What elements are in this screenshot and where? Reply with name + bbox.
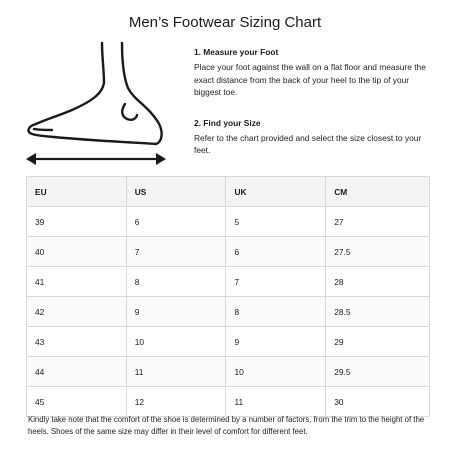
cell-us: 9 (126, 297, 226, 327)
double-arrow-icon (26, 152, 166, 166)
cell-us: 10 (126, 327, 226, 357)
cell-cm: 29 (326, 327, 430, 357)
table-row (27, 357, 430, 387)
cell-us: 7 (126, 237, 226, 267)
cell-uk: 11 (226, 387, 326, 417)
step-2-heading: 2. Find your Size (194, 117, 261, 128)
cell-eu: 39 (27, 207, 127, 237)
cell-cm: 30 (326, 387, 430, 417)
cell-uk: 6 (226, 237, 326, 267)
cell-eu: 40 (27, 237, 127, 267)
cell-cm: 28 (326, 267, 430, 297)
header-uk: UK (226, 177, 326, 207)
cell-us: 6 (126, 207, 226, 237)
instructions (194, 46, 438, 157)
cell-cm: 27.5 (326, 237, 430, 267)
foot-outline-icon (24, 42, 168, 168)
cell-uk: 9 (226, 327, 326, 357)
table-row (27, 327, 430, 357)
step-1-heading: 1. Measure your Foot (194, 47, 279, 57)
cell-eu: 43 (27, 327, 127, 357)
table-row (27, 207, 430, 237)
cell-uk: 7 (226, 267, 326, 297)
size-table (26, 176, 430, 417)
cell-uk: 8 (226, 297, 326, 327)
comfort-note: Kindly take note that the comfort of the shoe is determined by a number of factors, from the trim to the height of the heels. Shoes of the same size may differ in their level of comfort for different feet. (28, 415, 425, 436)
table-row (27, 297, 430, 327)
header-us: US (126, 177, 226, 207)
cell-eu: 41 (27, 267, 127, 297)
cell-us: 8 (126, 267, 226, 297)
cell-eu: 45 (27, 387, 127, 417)
cell-uk: 5 (226, 207, 326, 237)
cell-cm: 29.5 (326, 357, 430, 387)
header-eu: EU (27, 177, 127, 207)
cell-eu: 42 (27, 297, 127, 327)
table-row (27, 237, 430, 267)
cell-cm: 28.5 (326, 297, 430, 327)
cell-us: 12 (126, 387, 226, 417)
table-row (27, 387, 430, 417)
cell-eu: 44 (27, 357, 127, 387)
cell-us: 11 (126, 357, 226, 387)
step-1-text: Place your foot against the wall on a flat floor and measure the exact distance from the back of your heel to the tip of your biggest toe. (194, 62, 426, 98)
header-cm: CM (326, 177, 430, 207)
table-row (27, 267, 430, 297)
cell-cm: 27 (326, 207, 430, 237)
cell-uk: 10 (226, 357, 326, 387)
table-header-row (27, 177, 430, 207)
page-title: Men’s Footwear Sizing Chart (128, 14, 322, 31)
step-2-text: Refer to the chart provided and select the size closest to your feet. (194, 132, 422, 156)
